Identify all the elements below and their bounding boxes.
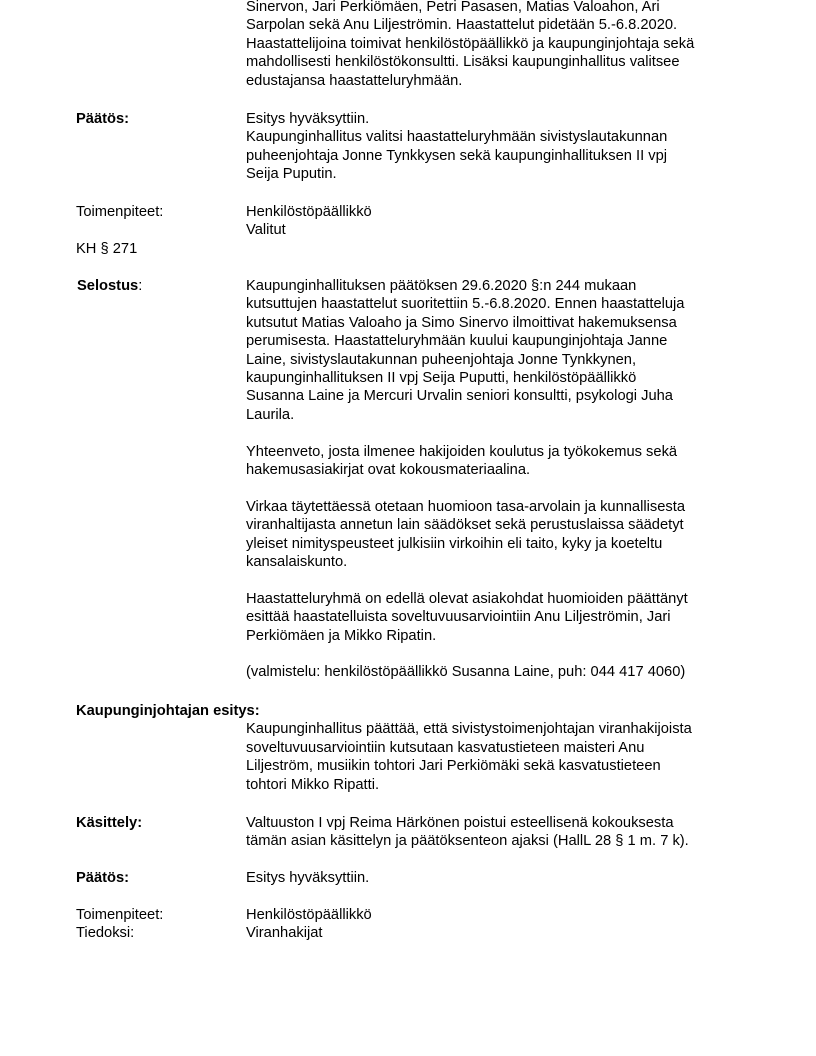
text-line: Valtuuston I vpj Reima Härkönen poistui esteellisenä kokouksesta bbox=[246, 815, 674, 831]
proposal-text bbox=[246, 720, 746, 794]
intro-text bbox=[246, 0, 746, 90]
text-line: puheenjohtaja Jonne Tynkkysen sekä kaupunginhallituksen II vpj bbox=[246, 147, 668, 164]
actions-text bbox=[246, 203, 746, 240]
notice-label: Tiedoksi: bbox=[76, 925, 135, 941]
text-line: Seija Puputin. bbox=[246, 166, 337, 183]
text-line: Henkilöstöpäällikkö bbox=[246, 204, 372, 220]
handling-label: Käsittely: bbox=[76, 815, 143, 831]
actions-label: Toimenpiteet: bbox=[76, 204, 164, 220]
text-line: Liljeström, musiikin tohtori Jari Perkiömäki sekä kasvatustieteen bbox=[246, 758, 661, 775]
handling-text bbox=[246, 814, 746, 851]
selostus-label: Selostus: bbox=[77, 278, 143, 294]
text-line: Valitut bbox=[246, 222, 286, 239]
text-line: tohtori Mikko Ripatti. bbox=[246, 776, 380, 793]
section-reference: KH § 271 bbox=[76, 241, 138, 257]
notice-text bbox=[246, 924, 746, 942]
text-line: Susanna Laine ja Mercuri Urvalin seniori konsultti, psykologi Juha bbox=[246, 388, 673, 405]
decision-text bbox=[246, 869, 746, 887]
paragraph bbox=[246, 590, 746, 645]
paragraph bbox=[246, 443, 746, 480]
paragraph bbox=[246, 277, 746, 424]
text-line: Yhteenveto, josta ilmenee hakijoiden koulutus ja työkokemus sekä bbox=[246, 443, 678, 460]
text-line: Laurila. bbox=[246, 406, 295, 423]
text-line: hakemusasiakirjat ovat kokousmateriaalina. bbox=[246, 462, 531, 479]
paragraph bbox=[246, 498, 746, 572]
text-line: Haastattelijoina toimivat henkilöstöpäällikkö ja kaupunginjohtaja sekä bbox=[246, 35, 695, 52]
text-line: mahdollisesti henkilöstökonsultti. Lisäksi kaupunginhallitus valitsee bbox=[246, 54, 680, 71]
decision-text bbox=[246, 110, 746, 184]
text-line: Virkaa täytettäessä otetaan huomioon tasa-arvolain ja kunnallisesta bbox=[246, 498, 685, 515]
text-line: viranhaltijasta annetun lain säädökset sekä perustuslaissa säädetyt bbox=[246, 517, 684, 534]
text-line: tämän asian käsittelyn ja päätöksenteon ajaksi (HallL 28 § 1 m. 7 k). bbox=[246, 833, 689, 850]
text-line: Esitys hyväksyttiin. bbox=[246, 111, 370, 127]
text-line: Kaupunginhallituksen päätöksen 29.6.2020 §:n 244 mukaan bbox=[246, 278, 637, 294]
text-line: esittää haastatelluista soveltuvuusarviointiin Anu Liljeströmin, Jari bbox=[246, 609, 671, 626]
text-line: kutsuttujen haastattelut suoritettiin 5.-6.8.2020. Ennen haastatteluja bbox=[246, 296, 685, 313]
text-line: Kaupunginhallitus päättää, että sivistystoimenjohtajan viranhakijoista bbox=[246, 721, 692, 738]
proposal-label: Kaupunginjohtajan esitys: bbox=[76, 703, 260, 719]
text-line: Laine, sivistyslautakunnan puheenjohtaja Jonne Tynkkynen, bbox=[246, 351, 637, 368]
actions-text bbox=[246, 906, 746, 924]
actions-label: Toimenpiteet: bbox=[76, 907, 164, 923]
decision-label: Päätös: bbox=[76, 870, 130, 886]
decision-label: Päätös: bbox=[76, 111, 130, 127]
text-line: Henkilöstöpäällikkö bbox=[246, 907, 372, 923]
text-line: Viranhakijat bbox=[246, 925, 323, 941]
text-line: Esitys hyväksyttiin. bbox=[246, 870, 370, 886]
text-line: Perkiömäen ja Mikko Ripatin. bbox=[246, 627, 437, 644]
text-line: kansalaiskunto. bbox=[246, 554, 348, 571]
text-line: yleiset nimityspeusteet julkisiin virkoihin eli taito, kyky ja koeteltu bbox=[246, 535, 663, 552]
text-line: Haastatteluryhmä on edellä olevat asiakohdat huomioiden päättänyt bbox=[246, 590, 688, 607]
paragraph bbox=[246, 663, 746, 681]
text-line: Sinervon, Jari Perkiömäen, Petri Pasasen, Matias Valoahon, Ari bbox=[246, 0, 660, 15]
text-line: edustajansa haastatteluryhmään. bbox=[246, 72, 463, 89]
text-line: perumisesta. Haastatteluryhmään kuului kaupunginjohtaja Janne bbox=[246, 333, 668, 350]
text-line: Kaupunginhallitus valitsi haastatteluryhmään sivistyslautakunnan bbox=[246, 129, 668, 146]
text-line: Sarpolan sekä Anu Liljeströmin. Haastattelut pidetään 5.-6.8.2020. bbox=[246, 17, 678, 34]
text-line: kaupunginhallituksen II vpj Seija Puputti, henkilöstöpäällikkö bbox=[246, 370, 637, 387]
text-line: (valmistelu: henkilöstöpäällikkö Susanna Laine, puh: 044 417 4060) bbox=[246, 664, 686, 681]
text-line: kutsutut Matias Valoaho ja Simo Sinervo ilmoittivat hakemuksensa bbox=[246, 314, 677, 331]
selostus-text bbox=[246, 277, 746, 682]
text-line: soveltuvuusarviointiin kutsutaan kasvatustieteen maisteri Anu bbox=[246, 739, 645, 756]
